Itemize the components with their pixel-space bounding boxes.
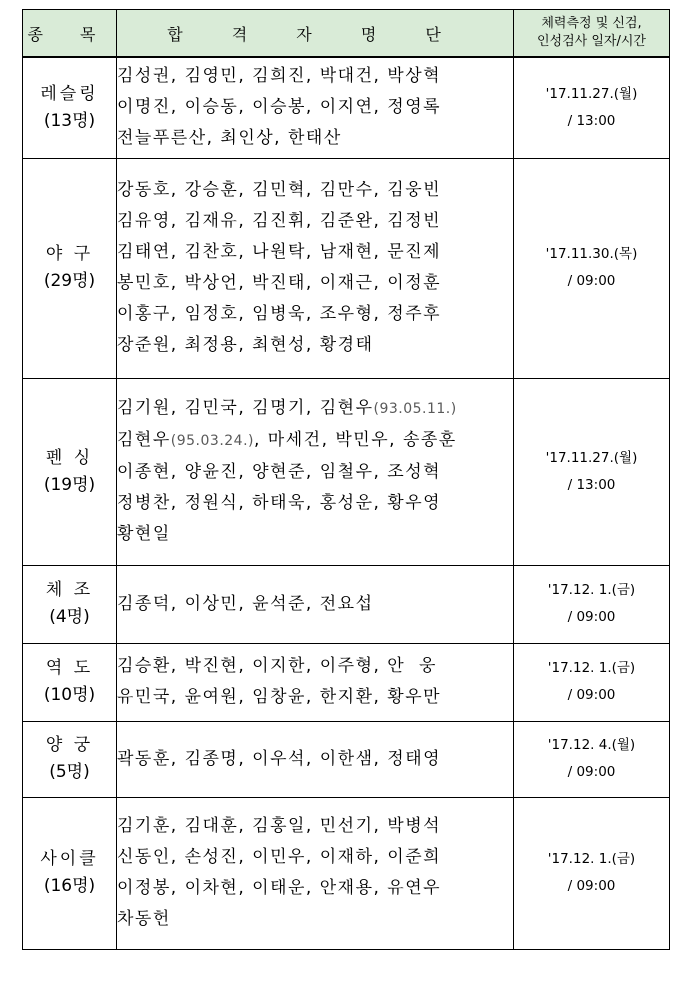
name-line: 강동호, 강승훈, 김민혁, 김만수, 김웅빈: [117, 180, 442, 200]
name-line: 김기훈, 김대훈, 김홍일, 민선기, 박병석: [117, 816, 442, 836]
row-weightlifting: [23, 643, 670, 721]
date-cell: [514, 57, 670, 158]
name-line: 이종현, 양윤진, 양현준, 임철우, 조성혁: [117, 462, 442, 482]
name-line: 이명진, 이승동, 이승봉, 이지연, 정영록: [117, 97, 442, 118]
schedule-date: '17.12. 4.(월): [547, 737, 636, 753]
names-text: 김현우: [117, 430, 171, 450]
sport-name: 양 궁: [45, 735, 94, 755]
sport-count: (4명): [49, 607, 90, 627]
schedule-date: '17.11.30.(목): [545, 246, 638, 262]
name-line: 김태연, 김찬호, 나원탁, 남재현, 문진제: [117, 242, 442, 262]
names-cell: [117, 797, 514, 949]
name-line: 신동인, 손성진, 이민우, 이재하, 이준희: [117, 847, 442, 867]
names-text: , 마세건, 박민우, 송종훈: [254, 430, 457, 450]
name-line: [117, 425, 513, 457]
sport-name: 펜 싱: [45, 447, 94, 468]
sport-count: (5명): [49, 762, 90, 782]
schedule-time: / 09:00: [567, 609, 616, 625]
name-line: 차동헌: [117, 909, 171, 929]
name-line: 이정봉, 이차현, 이태운, 안재용, 유연우: [117, 878, 442, 898]
sport-count: (19명): [43, 474, 96, 495]
date-cell: [514, 721, 670, 797]
results-table: [22, 9, 670, 950]
name-line: [117, 393, 513, 425]
name-line: 황현일: [117, 524, 171, 544]
sport-count: (16명): [43, 876, 96, 896]
header-date: [514, 10, 670, 58]
sport-count: (29명): [43, 271, 96, 291]
sport-cell: [23, 565, 117, 643]
schedule-date: '17.12. 1.(금): [547, 582, 636, 598]
sport-cell: [23, 378, 117, 565]
header-date-line1: 체력측정 및 신검,: [541, 16, 642, 31]
names-cell: [117, 721, 514, 797]
date-cell: [514, 158, 670, 378]
name-line: 전늘푸른산, 최인상, 한태산: [117, 128, 342, 149]
name-line: 장준원, 최정용, 최현성, 황경태: [117, 335, 374, 355]
names-cell: [117, 643, 514, 721]
sport-cell: [23, 158, 117, 378]
row-baseball: [23, 158, 670, 378]
date-cell: [514, 378, 670, 565]
schedule-time: / 09:00: [567, 687, 616, 703]
sport-name: 야 구: [45, 244, 94, 264]
sport-cell: [23, 643, 117, 721]
schedule-time: / 13:00: [567, 476, 616, 493]
header-sport: 종 목: [23, 10, 117, 58]
names-cell: [117, 57, 514, 158]
name-line: 유민국, 윤여원, 임창윤, 한지환, 황우만: [117, 687, 442, 707]
schedule-date: '17.11.27.(월): [545, 449, 638, 466]
row-gymnastics: [23, 565, 670, 643]
header-date-line2: 인성검사 일자/시간: [537, 34, 646, 49]
schedule-time: / 09:00: [567, 764, 616, 780]
sport-name: 체 조: [45, 580, 94, 600]
sport-name: 레슬링: [40, 83, 99, 104]
schedule-date: '17.12. 1.(금): [547, 660, 636, 676]
names-cell: [117, 565, 514, 643]
row-fencing: [23, 378, 670, 565]
sport-cell: [23, 57, 117, 158]
schedule-date: '17.12. 1.(금): [547, 851, 636, 867]
names-text: 김기원, 김민국, 김명기, 김현우: [117, 398, 374, 418]
sport-name: 사이클: [40, 849, 99, 869]
name-line: 김성권, 김영민, 김희진, 박대건, 박상혁: [117, 66, 442, 87]
date-cell: [514, 797, 670, 949]
row-cycling: [23, 797, 670, 949]
row-archery: [23, 721, 670, 797]
sport-count: (10명): [43, 685, 96, 705]
schedule-date: '17.11.27.(월): [545, 85, 638, 102]
header-row: [23, 10, 670, 58]
birthdate-note: (93.05.11.): [373, 401, 457, 417]
row-wrestling: [23, 57, 670, 158]
name-line: 김유영, 김재유, 김진휘, 김준완, 김정빈: [117, 211, 442, 231]
header-names: 합 격 자 명 단: [117, 10, 514, 58]
name-line: 봉민호, 박상언, 박진태, 이재근, 이정훈: [117, 273, 442, 293]
name-line: 김승환, 박진현, 이지한, 이주형, 안 웅: [117, 656, 437, 676]
names-cell: [117, 158, 514, 378]
sport-cell: [23, 797, 117, 949]
schedule-time: / 13:00: [567, 112, 616, 129]
names-cell: [117, 378, 514, 565]
name-line: 정병찬, 정원식, 하태욱, 홍성운, 황우영: [117, 493, 442, 513]
date-cell: [514, 565, 670, 643]
name-line: 김종덕, 이상민, 윤석준, 전요섭: [117, 593, 374, 614]
birthdate-note: (95.03.24.): [170, 433, 254, 449]
sport-cell: [23, 721, 117, 797]
name-line: 이홍구, 임정호, 임병욱, 조우형, 정주후: [117, 304, 442, 324]
schedule-time: / 09:00: [567, 878, 616, 894]
sport-name: 역 도: [45, 658, 94, 678]
date-cell: [514, 643, 670, 721]
sport-count: (13명): [43, 110, 96, 131]
name-line: 곽동훈, 김종명, 이우석, 이한샘, 정태영: [117, 748, 442, 769]
schedule-time: / 09:00: [567, 273, 616, 289]
